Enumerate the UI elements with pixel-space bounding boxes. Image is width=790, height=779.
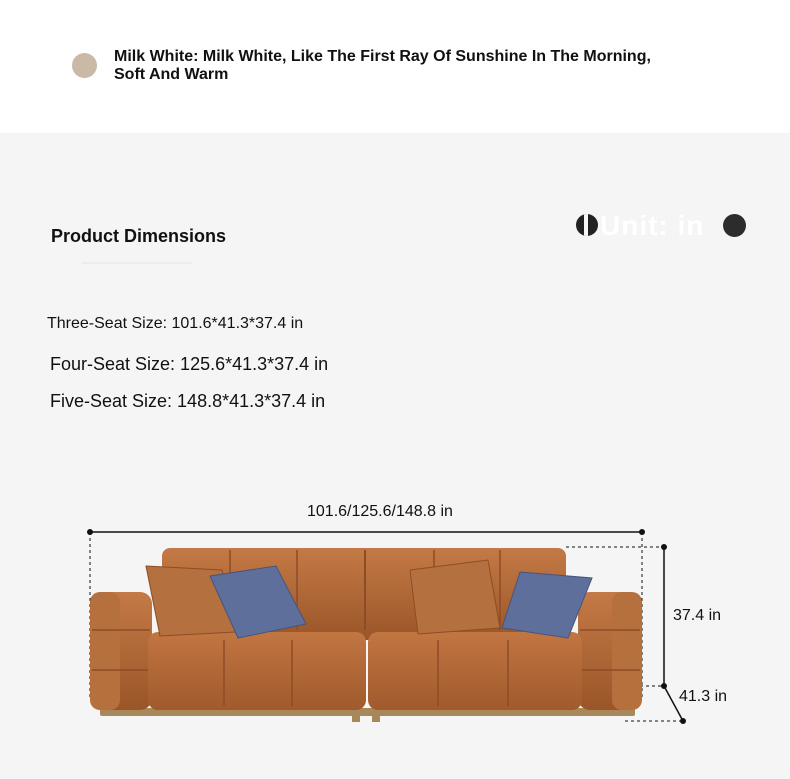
height-dimension-label: 37.4 in	[673, 607, 722, 624]
unit-dot-left-icon	[576, 214, 598, 236]
sofa-dimension-diagram	[0, 490, 790, 730]
five-seat-size: Five-Seat Size: 148.8*41.3*37.4 in	[50, 391, 326, 411]
four-seat-size: Four-Seat Size: 125.6*41.3*37.4 in	[50, 354, 329, 374]
milk-white-swatch[interactable]	[72, 53, 97, 78]
unit-label: Unit: in	[600, 210, 705, 241]
unit-indicator	[576, 212, 746, 242]
sofa-illustration	[90, 548, 642, 722]
title-divider	[82, 262, 192, 264]
color-option-banner	[0, 0, 790, 133]
product-dimensions-title: Product Dimensions	[51, 226, 227, 246]
unit-dot-right-icon	[723, 214, 746, 237]
three-seat-size: Three-Seat Size: 101.6*41.3*37.4 in	[47, 315, 304, 332]
depth-dimension-label: 41.3 in	[679, 688, 728, 705]
width-dimension-label: 101.6/125.6/148.8 in	[307, 503, 453, 520]
color-description: Milk White: Milk White, Like The First Ray Of Sunshine In The Morning, Soft And Warm	[114, 48, 651, 83]
